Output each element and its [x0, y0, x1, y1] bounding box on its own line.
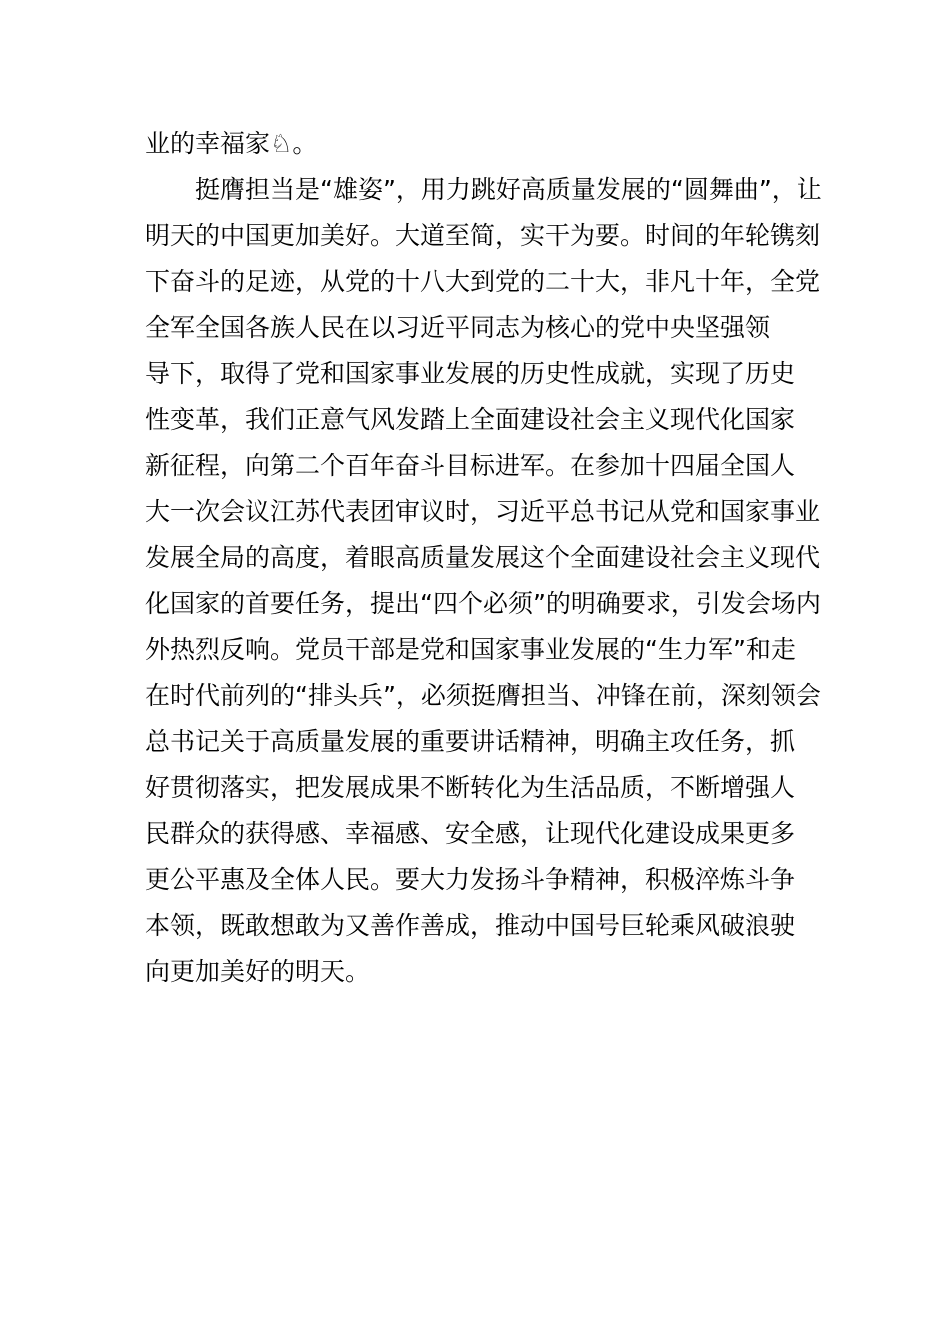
text-line-7: 性变革，我们正意气风发踏上全面建设社会主义现代化国家: [145, 405, 796, 434]
text-line-12: 外热烈反响。党员干部是党和国家事业发展的“生力军”和走: [145, 635, 796, 664]
body-text: [145, 121, 835, 995]
text-line-18: 本领，既敢想敢为又善作善成，推动中国号巨轮乘风破浪驶: [145, 911, 796, 940]
text-line-4: 下奋斗的足迹，从党的十八大到党的二十大，非凡十年，全党: [145, 267, 821, 296]
text-line-5: 全军全国各族人民在以习近平同志为核心的党中央坚强领: [145, 313, 771, 342]
text-line-10: 发展全局的高度，着眼高质量发展这个全面建设社会主义现代: [145, 543, 821, 572]
text-line-6: 导下，取得了党和国家事业发展的历史性成就，实现了历史: [145, 359, 796, 388]
text-line-14: 总书记关于高质量发展的重要讲话精神，明确主攻任务，抓: [145, 727, 796, 756]
text-line-11: 化国家的首要任务，提出“四个必须”的明确要求，引发会场内: [145, 589, 821, 618]
text-line-2: 挺膺担当是“雄姿”，用力跳好高质量发展的“圆舞曲”，让: [145, 175, 822, 204]
text-line-3: 明天的中国更加美好。大道至简，实干为要。时间的年轮镌刻: [145, 221, 821, 250]
text-line-17: 更公平惠及全体人民。要大力发扬斗争精神，积极淬炼斗争: [145, 865, 796, 894]
text-line-1: 业的幸福家♘。: [145, 129, 318, 158]
text-line-8: 新征程，向第二个百年奋斗目标进军。在参加十四届全国人: [145, 451, 796, 480]
text-line-15: 好贯彻落实，把发展成果不断转化为生活品质，不断增强人: [145, 773, 796, 802]
text-line-19: 向更加美好的明天。: [145, 957, 371, 986]
text-line-9: 大一次会议江苏代表团审议时，习近平总书记从党和国家事业: [145, 497, 821, 526]
text-line-13: 在时代前列的“排头兵”，必须挺膺担当、冲锋在前，深刻领会: [145, 681, 821, 710]
text-line-16: 民群众的获得感、幸福感、安全感，让现代化建设成果更多: [145, 819, 796, 848]
